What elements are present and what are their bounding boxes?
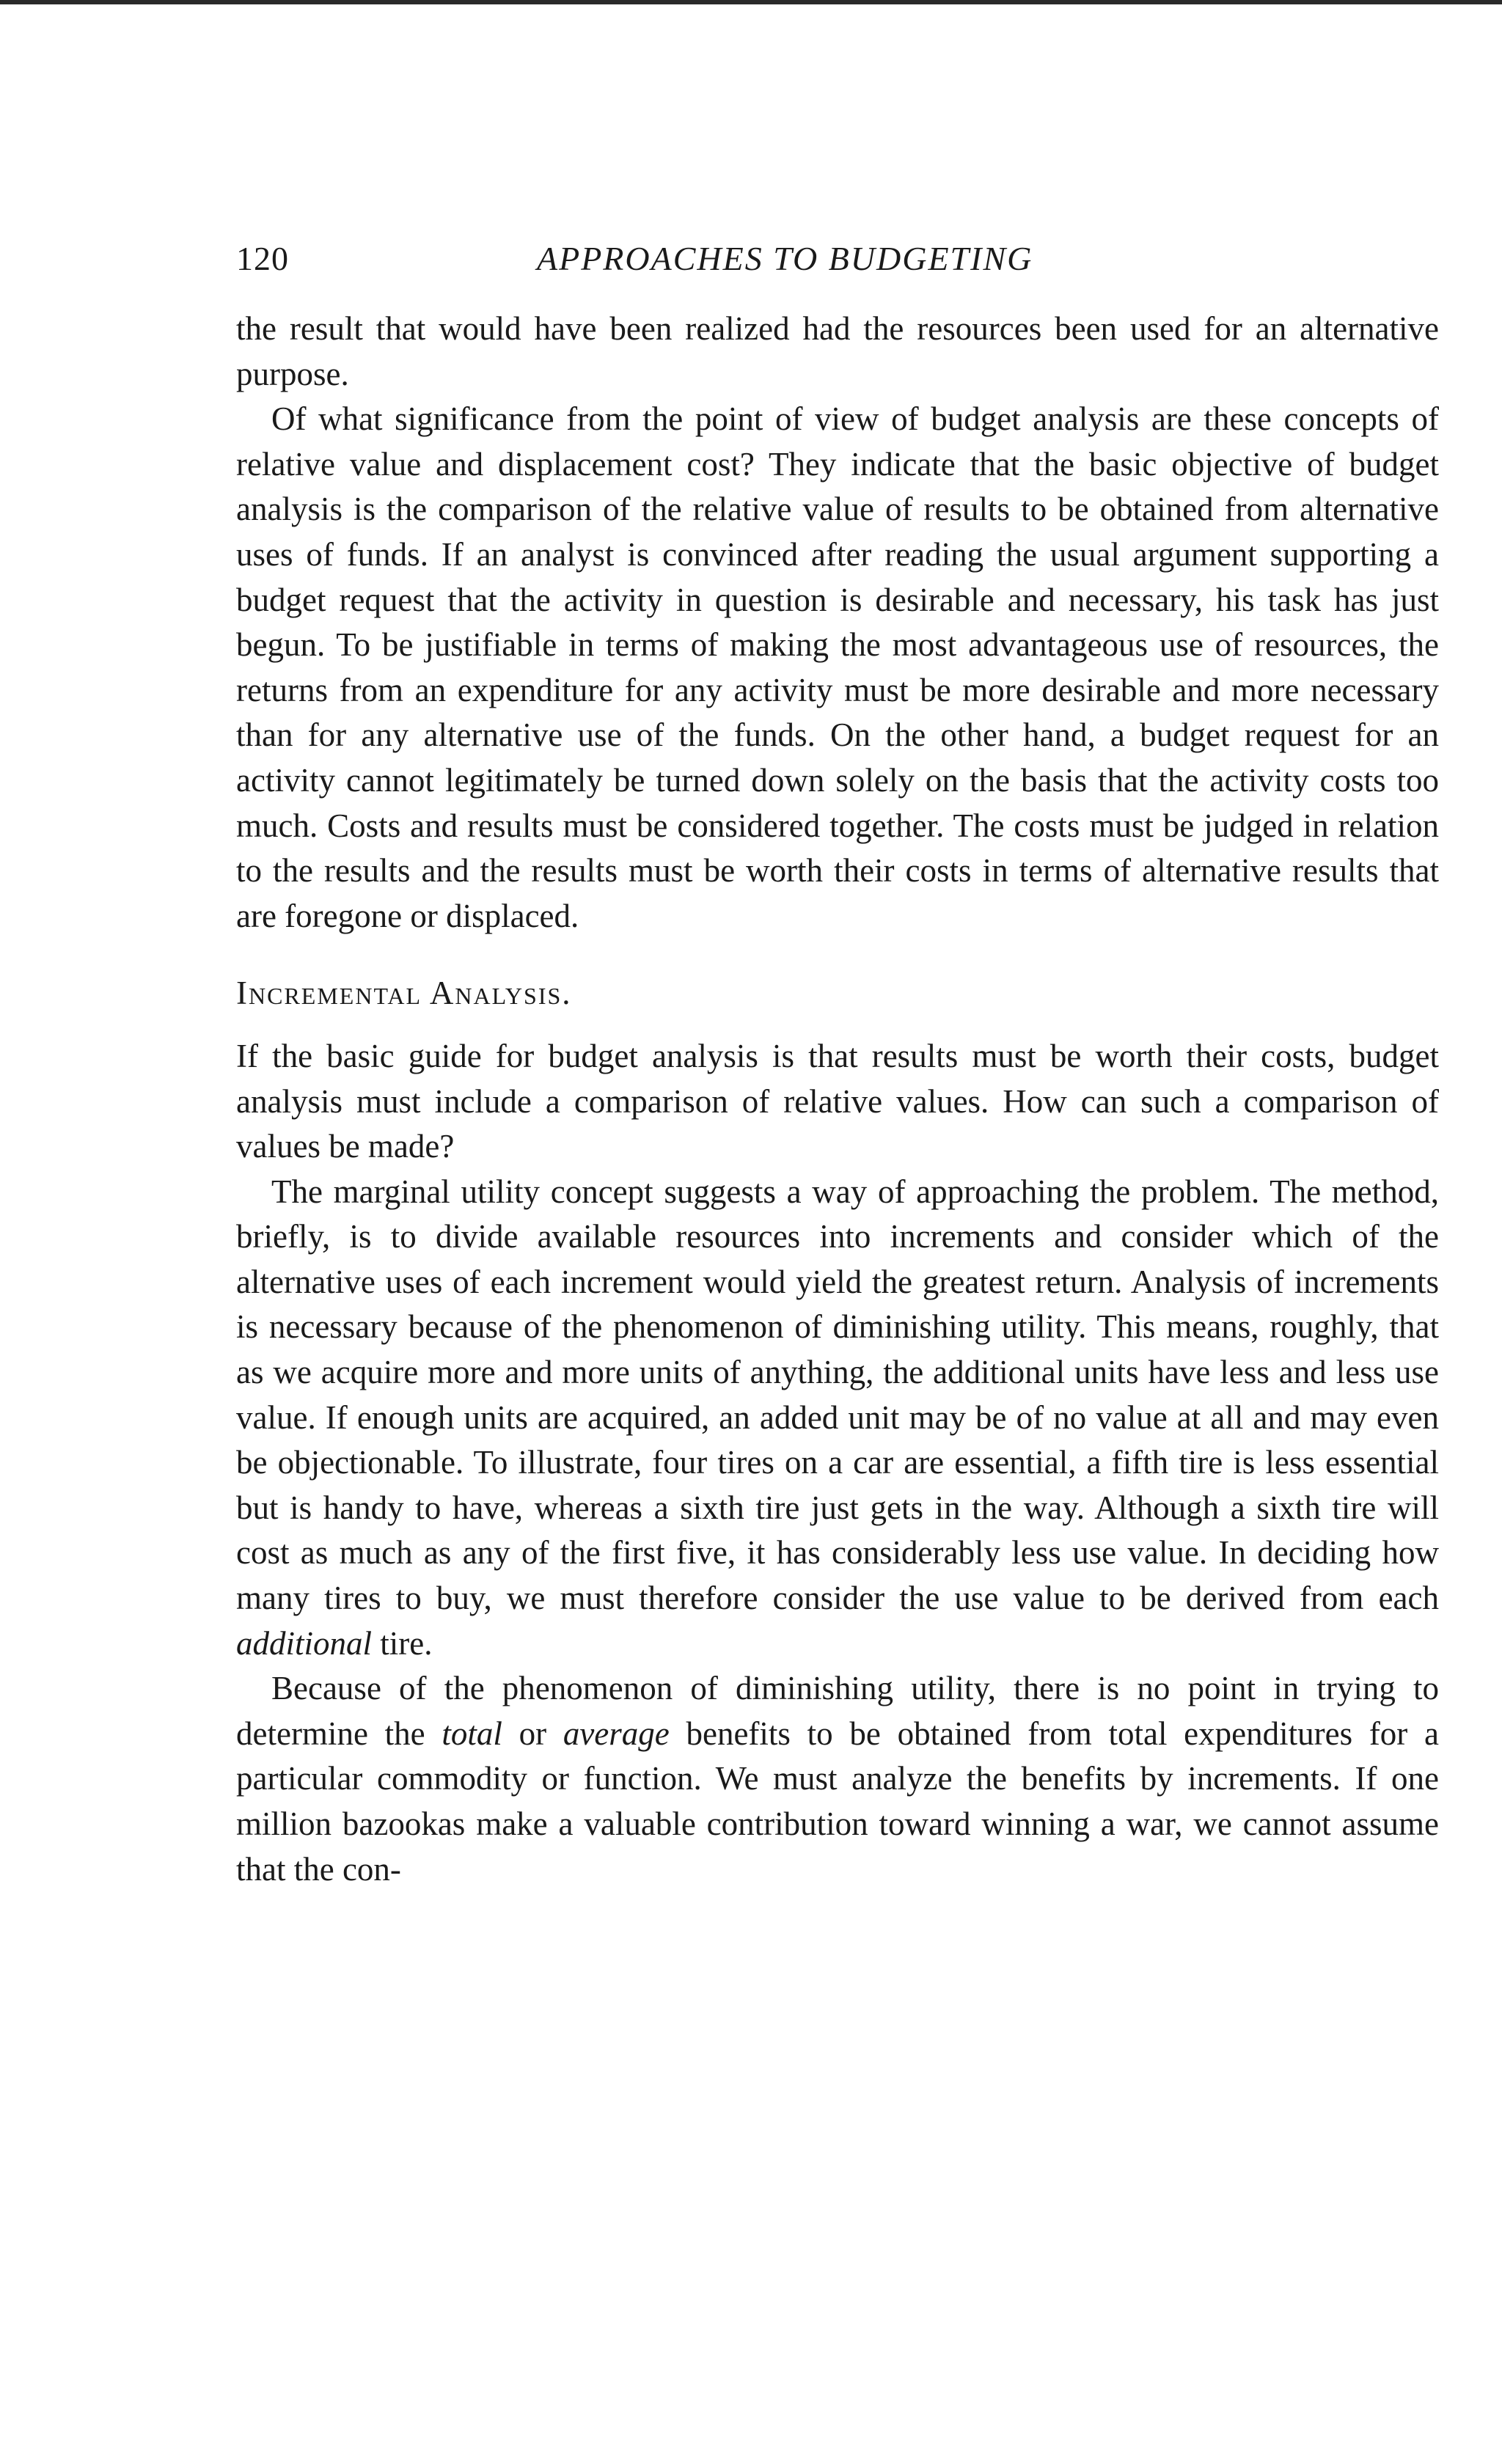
section-heading: Incremental Analysis. xyxy=(236,975,572,1012)
page-number: 120 xyxy=(236,240,289,277)
paragraph-marginal-utility xyxy=(236,1170,1439,1667)
paragraph-text: The marginal utility concept suggests a way of approaching the problem. The method, briefly, is to divide available resources into increments and consider which of the alternative uses of each increment would yield the greatest return. Analysis of increments is necessary because of the phenomenon of diminishing utility. This means, roughly, that as we acquire more and more units of anything, the additional units have less and less use value. If enough units are acquired, an added unit may be of no value at all and may even be objectionable. To illustrate, four tires on a car are essential, a fifth tire is less essential but is handy to have, whereas a sixth tire just gets in the way. Although a sixth tire will cost as much as any of the first five, it has considerably less use value. In deciding how many tires to buy, we must therefore consider the use value to be derived from each xyxy=(236,1173,1439,1617)
emphasis-average: average xyxy=(563,1715,670,1752)
paragraph-diminishing-utility xyxy=(236,1666,1439,1892)
paragraph-continuation: the result that would have been realized had the resources been used for an alternative purpose. xyxy=(236,310,1439,392)
paragraph-text: tire. xyxy=(372,1624,433,1662)
paragraph-basic-guide: If the basic guide for budget analysis is that results must be worth their costs, budget analysis must include a comparison of relative values. How can such a comparison of values be made? xyxy=(236,1037,1439,1165)
book-page xyxy=(236,233,1439,1892)
paragraph-text: or xyxy=(502,1715,563,1752)
emphasis-additional: additional xyxy=(236,1624,373,1662)
top-edge-rule xyxy=(0,0,1502,4)
running-title: APPROACHES TO BUDGETING xyxy=(537,240,1033,277)
body-text xyxy=(236,307,1439,1892)
paragraph-text: benefits to be obtained from total expenditures for a particular commodity or function. We must analyze the benefits by increments. If one million bazookas make a valuable contribution toward winning a war, we cannot assume that the con- xyxy=(236,1715,1439,1888)
running-head xyxy=(236,233,1439,292)
emphasis-total: total xyxy=(442,1715,502,1752)
paragraph-relative-value: Of what significance from the point of view of budget analysis are these concepts of relative value and displacement cost? They indicate that the basic objective of budget analysis is the comparison of the relative value of results to be obtained from alternative uses of funds. If an analyst is convinced after reading the usual argument supporting a budget request that the activity in question is desirable and necessary, his task has just begun. To be justifiable in terms of making the most advantageous use of resources, the returns from an expenditure for any activity must be more desirable and more necessary than for any alternative use of the funds. On the other hand, a budget request for an activity cannot legitimately be turned down solely on the basis that the activity costs too much. Costs and results must be considered together. The costs must be judged in relation to the results and the results must be worth their costs in terms of alternative results that are foregone or displaced. xyxy=(236,400,1439,934)
paragraph-text: Because of the phenomenon of diminishing utility, there is no point in trying to determine the xyxy=(236,1670,1439,1752)
